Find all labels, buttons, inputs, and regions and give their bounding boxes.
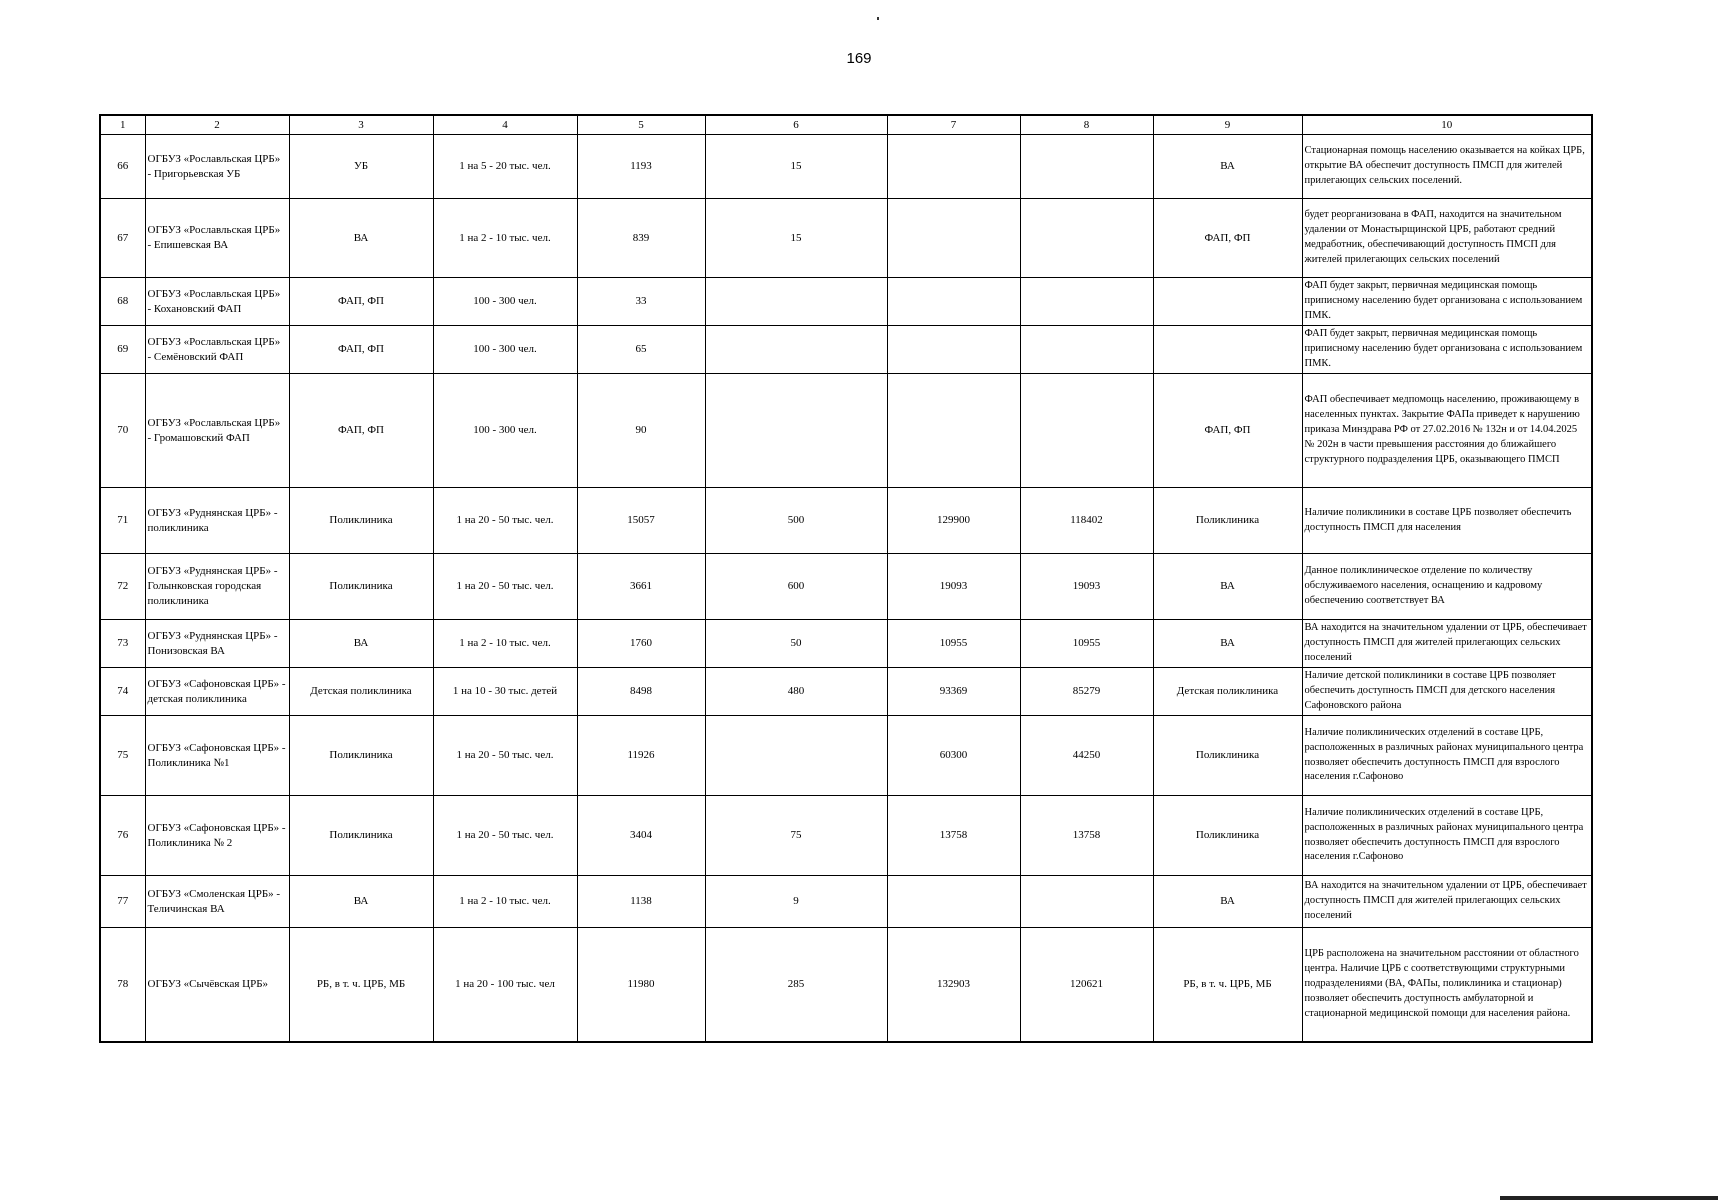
proposed-type — [1153, 278, 1302, 326]
table-row — [100, 374, 1592, 488]
column-7-value — [887, 326, 1020, 374]
column-7-value — [887, 135, 1020, 199]
justification-note: ФАП обеспечивает медпомощь населению, проживающему в населенных пунктах. Закрытие ФАПа приведет к нарушению приказа Минздрава РФ от 27.02.2016 № 132н и от 14.04.2025 № 202н в части превышения расстояния до ближайшего структурного подразделения ЦРБ, оказывающего ПМСП — [1302, 374, 1592, 488]
header-row — [100, 115, 1592, 135]
proposed-type: ФАП, ФП — [1153, 374, 1302, 488]
column-6-value: 9 — [705, 876, 887, 928]
row-number: 73 — [100, 620, 145, 668]
column-6-value: 15 — [705, 135, 887, 199]
column-8-value: 44250 — [1020, 716, 1153, 796]
column-6-value: 285 — [705, 928, 887, 1042]
table-row — [100, 554, 1592, 620]
facility-type: ВА — [289, 876, 433, 928]
staffing-norm: 1 на 20 - 50 тыс. чел. — [433, 716, 577, 796]
organization-name: ОГБУЗ «Руднянская ЦРБ» - Понизовская ВА — [145, 620, 289, 668]
column-header: 2 — [145, 115, 289, 135]
justification-note: Наличие поликлинических отделений в составе ЦРБ, расположенных в различных районах муниципального центра позволяет обеспечить доступность ПМСП для взрослого населения г.Сафоново — [1302, 796, 1592, 876]
row-number: 76 — [100, 796, 145, 876]
column-6-value — [705, 326, 887, 374]
facility-type: Поликлиника — [289, 554, 433, 620]
column-7-value: 60300 — [887, 716, 1020, 796]
scan-speck — [877, 17, 879, 20]
population-served: 11926 — [577, 716, 705, 796]
column-6-value: 15 — [705, 199, 887, 278]
scan-edge-artifact — [1500, 1196, 1718, 1200]
justification-note: Наличие детской поликлиники в составе ЦРБ позволяет обеспечить доступность ПМСП для детского населения Сафоновского района — [1302, 668, 1592, 716]
column-header: 5 — [577, 115, 705, 135]
justification-note: Стационарная помощь населению оказывается на койках ЦРБ, открытие ВА обеспечит доступность ПМСП для жителей прилегающих сельских поселений. — [1302, 135, 1592, 199]
proposed-type: ВА — [1153, 620, 1302, 668]
staffing-norm: 1 на 20 - 50 тыс. чел. — [433, 554, 577, 620]
population-served: 90 — [577, 374, 705, 488]
table-row — [100, 620, 1592, 668]
column-8-value — [1020, 135, 1153, 199]
column-7-value — [887, 278, 1020, 326]
column-8-value: 120621 — [1020, 928, 1153, 1042]
staffing-norm: 1 на 2 - 10 тыс. чел. — [433, 620, 577, 668]
justification-note: Данное поликлиническое отделение по количеству обслуживаемого населения, оснащению и кадровому обеспечению соответствует ВА — [1302, 554, 1592, 620]
population-served: 1193 — [577, 135, 705, 199]
row-number: 72 — [100, 554, 145, 620]
column-6-value — [705, 716, 887, 796]
column-7-value: 93369 — [887, 668, 1020, 716]
column-7-value — [887, 374, 1020, 488]
column-header: 8 — [1020, 115, 1153, 135]
table-row — [100, 928, 1592, 1042]
proposed-type — [1153, 326, 1302, 374]
facility-type: ФАП, ФП — [289, 374, 433, 488]
population-served: 65 — [577, 326, 705, 374]
row-number: 71 — [100, 488, 145, 554]
organization-name: ОГБУЗ «Рославльская ЦРБ» - Семёновский ФАП — [145, 326, 289, 374]
organization-name: ОГБУЗ «Сычёвская ЦРБ» — [145, 928, 289, 1042]
proposed-type: Поликлиника — [1153, 488, 1302, 554]
facility-type: Поликлиника — [289, 716, 433, 796]
organization-name: ОГБУЗ «Сафоновская ЦРБ» - детская поликлиника — [145, 668, 289, 716]
proposed-type: РБ, в т. ч. ЦРБ, МБ — [1153, 928, 1302, 1042]
column-7-value: 129900 — [887, 488, 1020, 554]
proposed-type: ВА — [1153, 554, 1302, 620]
column-header: 3 — [289, 115, 433, 135]
column-8-value — [1020, 374, 1153, 488]
row-number: 77 — [100, 876, 145, 928]
column-header: 6 — [705, 115, 887, 135]
column-header: 1 — [100, 115, 145, 135]
column-7-value — [887, 876, 1020, 928]
table-row — [100, 876, 1592, 928]
organization-name: ОГБУЗ «Рославльская ЦРБ» - Пригорьевская УБ — [145, 135, 289, 199]
page-number: 169 — [846, 50, 872, 67]
population-served: 15057 — [577, 488, 705, 554]
table-row — [100, 488, 1592, 554]
justification-note: ФАП будет закрыт, первичная медицинская помощь приписному населению будет организована с использованием ПМК. — [1302, 326, 1592, 374]
facility-type: ВА — [289, 199, 433, 278]
proposed-type: Поликлиника — [1153, 716, 1302, 796]
row-number: 70 — [100, 374, 145, 488]
organization-name: ОГБУЗ «Сафоновская ЦРБ» - Поликлиника №1 — [145, 716, 289, 796]
row-number: 68 — [100, 278, 145, 326]
column-6-value: 500 — [705, 488, 887, 554]
population-served: 8498 — [577, 668, 705, 716]
column-header: 7 — [887, 115, 1020, 135]
population-served: 3404 — [577, 796, 705, 876]
column-8-value: 13758 — [1020, 796, 1153, 876]
staffing-norm: 1 на 5 - 20 тыс. чел. — [433, 135, 577, 199]
column-8-value: 85279 — [1020, 668, 1153, 716]
population-served: 3661 — [577, 554, 705, 620]
table-row — [100, 668, 1592, 716]
facility-type: ФАП, ФП — [289, 278, 433, 326]
population-served: 33 — [577, 278, 705, 326]
column-8-value — [1020, 199, 1153, 278]
column-header: 9 — [1153, 115, 1302, 135]
table-row — [100, 199, 1592, 278]
organization-name: ОГБУЗ «Рославльская ЦРБ» - Громашовский ФАП — [145, 374, 289, 488]
population-served: 1760 — [577, 620, 705, 668]
justification-note: Наличие поликлинических отделений в составе ЦРБ, расположенных в различных районах муниципального центра позволяет обеспечить доступность ПМСП для взрослого населения г.Сафоново — [1302, 716, 1592, 796]
staffing-norm: 1 на 10 - 30 тыс. детей — [433, 668, 577, 716]
population-served: 839 — [577, 199, 705, 278]
organization-name: ОГБУЗ «Сафоновская ЦРБ» - Поликлиника № 2 — [145, 796, 289, 876]
column-8-value: 19093 — [1020, 554, 1153, 620]
staffing-norm: 100 - 300 чел. — [433, 374, 577, 488]
facility-type: ФАП, ФП — [289, 326, 433, 374]
row-number: 67 — [100, 199, 145, 278]
justification-note: ВА находится на значительном удалении от ЦРБ, обеспечивает доступность ПМСП для жителей прилегающих сельских поселений — [1302, 876, 1592, 928]
justification-note: Наличие поликлиники в составе ЦРБ позволяет обеспечить доступность ПМСП для населения — [1302, 488, 1592, 554]
facility-type: РБ, в т. ч. ЦРБ, МБ — [289, 928, 433, 1042]
column-8-value — [1020, 326, 1153, 374]
organization-name: ОГБУЗ «Руднянская ЦРБ» - поликлиника — [145, 488, 289, 554]
facility-type: Поликлиника — [289, 796, 433, 876]
row-number: 78 — [100, 928, 145, 1042]
table-row — [100, 135, 1592, 199]
justification-note: ЦРБ расположена на значительном расстоянии от областного центра. Наличие ЦРБ с соответствующими структурными подразделениями (ВА, ФАПы, поликлиника и стационар) позволяет обеспечить доступность амбулаторной и стационарной медицинской помощи для населения района. — [1302, 928, 1592, 1042]
population-served: 11980 — [577, 928, 705, 1042]
staffing-norm: 1 на 20 - 50 тыс. чел. — [433, 488, 577, 554]
column-6-value: 75 — [705, 796, 887, 876]
staffing-norm: 100 - 300 чел. — [433, 326, 577, 374]
column-8-value — [1020, 876, 1153, 928]
column-6-value: 480 — [705, 668, 887, 716]
row-number: 75 — [100, 716, 145, 796]
row-number: 74 — [100, 668, 145, 716]
proposed-type: ВА — [1153, 135, 1302, 199]
column-6-value: 600 — [705, 554, 887, 620]
facility-type: Поликлиника — [289, 488, 433, 554]
column-6-value — [705, 278, 887, 326]
medical-facilities-table — [99, 114, 1593, 1043]
organization-name: ОГБУЗ «Руднянская ЦРБ» - Голынковская городская поликлиника — [145, 554, 289, 620]
column-7-value: 132903 — [887, 928, 1020, 1042]
facility-type: ВА — [289, 620, 433, 668]
proposed-type: Детская поликлиника — [1153, 668, 1302, 716]
staffing-norm: 1 на 20 - 100 тыс. чел — [433, 928, 577, 1042]
organization-name: ОГБУЗ «Смоленская ЦРБ» - Теличинская ВА — [145, 876, 289, 928]
staffing-norm: 100 - 300 чел. — [433, 278, 577, 326]
table-row — [100, 716, 1592, 796]
population-served: 1138 — [577, 876, 705, 928]
staffing-norm: 1 на 2 - 10 тыс. чел. — [433, 199, 577, 278]
proposed-type: ВА — [1153, 876, 1302, 928]
row-number: 69 — [100, 326, 145, 374]
column-6-value — [705, 374, 887, 488]
column-7-value: 19093 — [887, 554, 1020, 620]
row-number: 66 — [100, 135, 145, 199]
column-7-value: 13758 — [887, 796, 1020, 876]
staffing-norm: 1 на 20 - 50 тыс. чел. — [433, 796, 577, 876]
column-6-value: 50 — [705, 620, 887, 668]
justification-note: будет реорганизована в ФАП, находится на значительном удалении от Монастырщинской ЦРБ, работают средний медработник, обеспечивающий доступность ПМСП для жителей прилегающих сельских поселений — [1302, 199, 1592, 278]
column-7-value: 10955 — [887, 620, 1020, 668]
column-8-value: 118402 — [1020, 488, 1153, 554]
justification-note: ФАП будет закрыт, первичная медицинская помощь приписному населению будет организована с использованием ПМК. — [1302, 278, 1592, 326]
table-row — [100, 278, 1592, 326]
column-header: 10 — [1302, 115, 1592, 135]
column-8-value: 10955 — [1020, 620, 1153, 668]
organization-name: ОГБУЗ «Рославльская ЦРБ» - Епишевская ВА — [145, 199, 289, 278]
table-row — [100, 326, 1592, 374]
staffing-norm: 1 на 2 - 10 тыс. чел. — [433, 876, 577, 928]
column-8-value — [1020, 278, 1153, 326]
proposed-type: ФАП, ФП — [1153, 199, 1302, 278]
facility-type: УБ — [289, 135, 433, 199]
column-7-value — [887, 199, 1020, 278]
table-row — [100, 796, 1592, 876]
organization-name: ОГБУЗ «Рославльская ЦРБ» - Кохановский ФАП — [145, 278, 289, 326]
proposed-type: Поликлиника — [1153, 796, 1302, 876]
column-header: 4 — [433, 115, 577, 135]
facility-type: Детская поликлиника — [289, 668, 433, 716]
justification-note: ВА находится на значительном удалении от ЦРБ, обеспечивает доступность ПМСП для жителей прилегающих сельских поселений — [1302, 620, 1592, 668]
